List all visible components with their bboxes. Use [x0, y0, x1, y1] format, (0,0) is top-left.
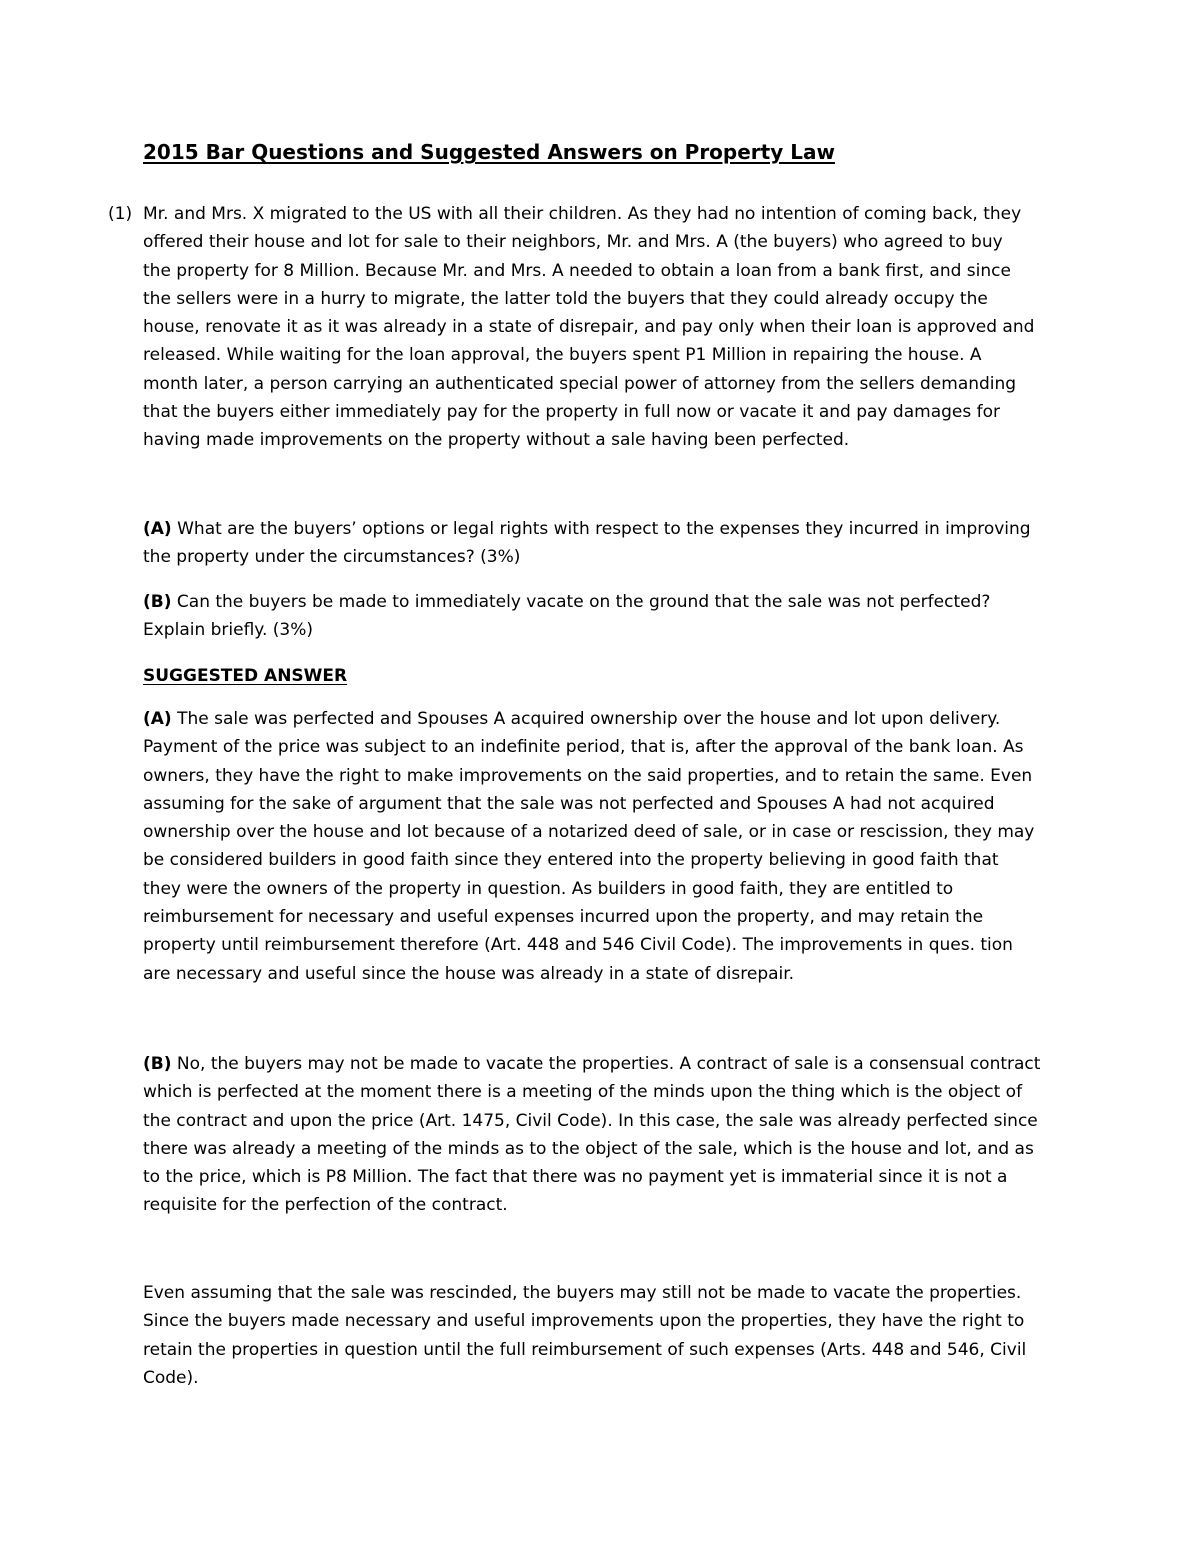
sub-question-a	[143, 515, 1063, 572]
answer-b-line: the contract and upon the price (Art. 1475, Civil Code). In this case, the sale was already perfected since	[143, 1110, 1038, 1131]
answer-b-line: there was already a meeting of the minds as to the object of the sale, which is the house and lot, and as	[143, 1138, 1034, 1159]
sub-question-b-line: Can the buyers be made to immediately vacate on the ground that the sale was not perfected?	[176, 592, 991, 612]
question-line: house, renovate it as it was already in a state of disrepair, and pay only when their loan is approved and	[143, 317, 1035, 338]
question-number: (1)	[108, 204, 133, 224]
final-line: Since the buyers made necessary and useful improvements upon the properties, they have the right to	[143, 1311, 1025, 1332]
question-line: the sellers were in a hurry to migrate, the latter told the buyers that they could already occupy the	[143, 288, 988, 309]
question-text	[143, 200, 1063, 455]
answer-a-line: assuming for the sake of argument that the sale was not perfected and Spouses A had not acquired	[143, 793, 995, 814]
sub-question-b-marker: (B)	[143, 592, 172, 612]
question-line: that the buyers either immediately pay for the property in full now or vacate it and pay damages for	[143, 402, 1000, 423]
answer-b-line: requisite for the perfection of the contract.	[143, 1195, 508, 1216]
answer-b-marker: (B)	[143, 1054, 172, 1074]
answer-final-paragraph	[143, 1279, 1063, 1392]
final-line: retain the properties in question until the full reimbursement of such expenses (Arts. 448 and 546, Civil	[143, 1339, 1027, 1360]
question-line: Mr. and Mrs. X migrated to the US with all their children. As they had no intention of coming back, they	[143, 204, 1022, 224]
answer-a-line: The sale was perfected and Spouses A acquired ownership over the house and lot upon delivery.	[177, 709, 1001, 729]
question-line: month later, a person carrying an authenticated special power of attorney from the sellers demanding	[143, 373, 1017, 394]
answer-b-line: to the price, which is P8 Million. The fact that there was no payment yet is immaterial since it is not a	[143, 1167, 1008, 1188]
question-line: having made improvements on the property without a sale having been perfected.	[143, 430, 850, 451]
sub-question-b	[143, 588, 1063, 645]
final-line: Even assuming that the sale was rescinded, the buyers may still not be made to vacate the properties.	[143, 1283, 1022, 1303]
answer-a-line: ownership over the house and lot because of a notarized deed of sale, or in case or rescission, they may	[143, 822, 1035, 843]
final-line: Code).	[143, 1367, 199, 1388]
answer-a-line: reimbursement for necessary and useful expenses incurred upon the property, and may retain the	[143, 907, 984, 928]
answer-b-line: No, the buyers may not be made to vacate the properties. A contract of sale is a consensual contract	[176, 1054, 1041, 1074]
sub-question-a-line: the property under the circumstances? (3%)	[143, 547, 521, 568]
answer-a-line: be considered builders in good faith since they entered into the property believing in good faith that	[143, 850, 999, 871]
answer-b	[143, 1050, 1063, 1220]
answer-a	[143, 705, 1063, 988]
sub-question-b-line: Explain briefly. (3%)	[143, 620, 313, 641]
sub-question-a-line: What are the buyers’ options or legal rights with respect to the expenses they incurred in improving	[177, 519, 1031, 539]
answer-a-marker: (A)	[143, 709, 172, 729]
answer-a-line: they were the owners of the property in question. As builders in good faith, they are entitled to	[143, 878, 954, 899]
question-line: released. While waiting for the loan approval, the buyers spent P1 Million in repairing the house. A	[143, 345, 982, 366]
answer-a-line: owners, they have the right to make improvements on the said properties, and to retain the same. Even	[143, 765, 1033, 786]
question-line: the property for 8 Million. Because Mr. and Mrs. A needed to obtain a loan from a bank first, and since	[143, 260, 1011, 281]
suggested-answer-heading: SUGGESTED ANSWER	[143, 666, 348, 686]
document-title: 2015 Bar Questions and Suggested Answers on Property Law	[143, 140, 835, 164]
answer-a-line: property until reimbursement therefore (Art. 448 and 546 Civil Code). The improvements in ques. tion	[143, 935, 1013, 956]
answer-a-line: Payment of the price was subject to an indefinite period, that is, after the approval of the bank loan. As	[143, 737, 1024, 758]
sub-question-a-marker: (A)	[143, 519, 172, 539]
answer-b-line: which is perfected at the moment there is a meeting of the minds upon the thing which is the object of	[143, 1082, 1023, 1103]
question-line: offered their house and lot for sale to their neighbors, Mr. and Mrs. A (the buyers) who agreed to buy	[143, 232, 1003, 253]
answer-a-line: are necessary and useful since the house was already in a state of disrepair.	[143, 963, 795, 984]
